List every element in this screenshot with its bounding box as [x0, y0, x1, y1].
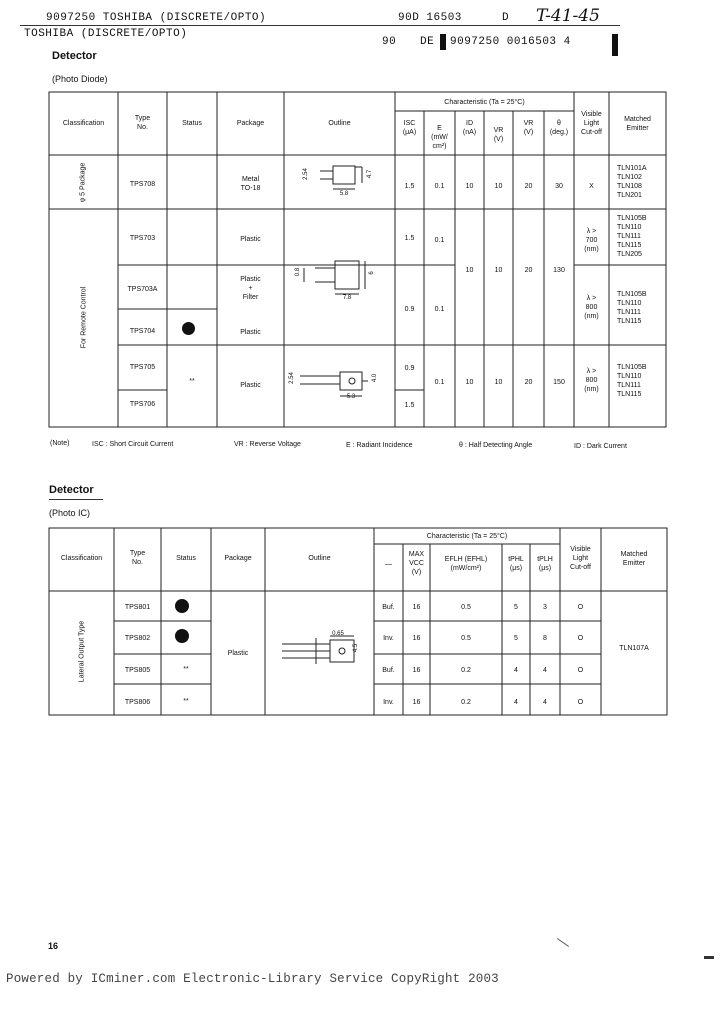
header-doc-number: 90D 16503	[398, 12, 462, 24]
o2-dim-a: 0.8	[295, 267, 301, 277]
note-vr: VR : Reverse Voltage	[234, 441, 301, 448]
t2-header-status: Status	[176, 555, 196, 562]
t1-header-outline: Outline	[328, 120, 351, 127]
t1-header-visible-light: Visible Light Cut-off	[581, 111, 602, 136]
t2-r3-type: TPS805	[124, 667, 151, 674]
t1-r1-type: TPS708	[129, 181, 156, 188]
t2-r2-vcc: 16	[412, 635, 421, 642]
t2-header-matched-emitter: Matched Emitter	[620, 551, 648, 567]
t1-r2-e: 0.1	[434, 237, 445, 244]
t2-r2-eflh: 0.5	[461, 635, 471, 642]
t1-header-vr2: VR (V)	[523, 120, 534, 136]
t2-r1-eflh: 0.5	[461, 604, 471, 611]
t1-r1-package: Metal TO-18	[240, 176, 261, 192]
t2-r2-tplh: 8	[543, 635, 547, 642]
note-id: ID : Dark Current	[574, 443, 627, 450]
note-isc: ISC : Short Circuit Current	[92, 441, 174, 448]
t1-r2-cutoff: λ > 700 (nm)	[584, 228, 599, 253]
t2-header-max-vcc: MAX VCC (V)	[408, 551, 425, 576]
t2-header-visible-light: Visible Light Cut-off	[570, 546, 591, 571]
t1-r2-isc: 1.5	[404, 235, 415, 242]
t1-r4-status-badge	[182, 322, 195, 335]
t2-r3-tplh: 4	[543, 667, 547, 674]
t2-r1-out: Buf.	[382, 604, 395, 611]
t2-package: Plastic	[227, 650, 249, 657]
table2-title: Detector	[49, 484, 94, 496]
t1-r5-emitter: TLN105B TLN110 TLN111 TLN115	[617, 364, 647, 398]
t1-r1-vr2: 20	[524, 183, 533, 190]
t1-r6-type: TPS706	[129, 401, 156, 408]
t2-r1-status-badge	[175, 599, 189, 613]
o3-dim-c: 5.3	[346, 394, 356, 400]
t1-header-characteristic: Characteristic (Ta = 25°C)	[444, 99, 525, 106]
t1-r3-isc: 0.9	[404, 306, 415, 313]
o1-dim-b: 4.7	[367, 169, 373, 179]
t2-r1-cutoff: O	[577, 604, 584, 611]
t1-r5-type: TPS705	[129, 364, 156, 371]
handwritten-note: T-41-45	[536, 6, 600, 26]
t2-header-eflh: EFLH (EFHL) (mW/cm²)	[444, 556, 488, 572]
scan-mark	[557, 938, 569, 947]
t2-r3-cutoff: O	[577, 667, 584, 674]
header-line2-brand: TOSHIBA (DISCRETE/OPTO)	[24, 28, 188, 40]
t1-r4-package: Plastic	[240, 329, 261, 336]
t1-header-isc: ISC (μA)	[402, 120, 417, 136]
t1-group-phi5: φ 5 Package	[79, 162, 87, 203]
t2-header-package: Package	[224, 555, 252, 562]
t2-header-classification: Classification	[60, 555, 103, 562]
o1-dim-c: 5.8	[339, 191, 349, 197]
header-d: D	[502, 12, 510, 24]
t2-r4-type: TPS806	[124, 699, 151, 706]
t1-shared-vr1: 10	[494, 267, 503, 274]
t1-r5-package: Plastic	[240, 382, 261, 389]
t2-r4-out: Inv.	[383, 699, 394, 706]
t1-header-status: Status	[182, 120, 202, 127]
table2-title-underline	[49, 499, 103, 500]
t1-r5-isc: 0.9	[404, 365, 415, 372]
t1-r3-emitter: TLN105B TLN110 TLN111 TLN115	[617, 291, 647, 325]
t2-r2-cutoff: O	[577, 635, 584, 642]
o2-dim-b: 7.8	[342, 295, 352, 301]
t1-header-matched-emitter: Matched Emitter	[624, 116, 651, 132]
t1-group-remote: For Remote Control	[80, 286, 88, 349]
note-theta: θ : Half Detecting Angle	[459, 442, 533, 449]
t1-header-vr1: VR (V)	[493, 127, 504, 143]
t1-r1-e: 0.1	[434, 183, 445, 190]
o3-dim-b: 4.0	[372, 373, 378, 383]
t1-r1-cutoff: X	[589, 183, 594, 190]
t2-r2-status-badge	[175, 629, 189, 643]
t2-r4-vcc: 16	[412, 699, 421, 706]
t1-r5-e: 0.1	[434, 379, 445, 386]
page-number: 16	[48, 941, 59, 951]
t1-r3-cutoff: λ > 800 (nm)	[584, 295, 599, 320]
t1-r2-emitter: TLN105B TLN110 TLN111 TLN115 TLN205	[617, 215, 647, 258]
t2-r4-eflh: 0.2	[461, 699, 471, 706]
t2-r4-tphl: 4	[514, 699, 518, 706]
t2-r4-cutoff: O	[577, 699, 584, 706]
t1-r4-type: TPS704	[129, 328, 156, 335]
copyright-footer: Powered by ICminer.com Electronic-Library Service CopyRight 2003	[6, 972, 499, 986]
t1-r5-vr2: 20	[524, 379, 533, 386]
t1-header-theta: θ (deg.)	[549, 120, 569, 136]
t1-r5-id: 10	[465, 379, 474, 386]
t1-header-package: Package	[236, 120, 265, 127]
t2-r3-out: Buf.	[382, 667, 395, 674]
t1-r5-theta: 150	[553, 379, 565, 386]
t1-shared-theta: 130	[553, 267, 565, 274]
t1-r1-vr1: 10	[494, 183, 503, 190]
header-line1-code: 9097250 TOSHIBA (DISCRETE/OPTO)	[46, 12, 267, 24]
t2-outline-dim-a: 0.65	[332, 631, 344, 637]
note-e: E : Radiant Incidence	[346, 442, 413, 449]
o2-dim-c: 6	[369, 271, 375, 275]
t1-header-id: ID (nA)	[462, 120, 477, 136]
t2-r1-type: TPS801	[124, 604, 151, 611]
o1-dim-a: 2.54	[303, 168, 309, 180]
t2-header-dash: —	[385, 561, 392, 568]
t1-header-e: E (mW/ cm²)	[431, 125, 448, 150]
t2-group-lateral: Lateral Output Type	[78, 620, 86, 683]
t1-r1-isc: 1.5	[404, 183, 415, 190]
t2-r4-tplh: 4	[543, 699, 547, 706]
t1-header-type-no: Type No.	[134, 115, 151, 131]
t2-r4-status: **	[183, 698, 189, 705]
table1-title: Detector	[52, 50, 97, 62]
t2-r1-tplh: 3	[543, 604, 547, 611]
t2-r2-type: TPS802	[124, 635, 151, 642]
outline-to18	[320, 166, 362, 189]
t1-r5-cutoff: λ > 800 (nm)	[584, 368, 599, 393]
scan-mark-2	[704, 956, 714, 959]
t1-r1-theta: 30	[555, 183, 563, 190]
table1-subtitle: (Photo Diode)	[52, 74, 108, 84]
outline-plastic-703	[304, 261, 365, 294]
t2-r2-out: Inv.	[383, 635, 394, 642]
t1-header-classification: Classification	[62, 120, 105, 127]
o3-dim-a: 2.54	[289, 372, 295, 384]
t2-r3-status: **	[183, 666, 189, 673]
outline-photo-ic	[282, 636, 354, 664]
t2-outline-dim-b: 4.5	[353, 643, 359, 653]
t1-r3-type: TPS703A	[127, 286, 158, 293]
t2-r1-tphl: 5	[514, 604, 518, 611]
note-label: (Note)	[50, 440, 70, 447]
t2-header-type-no: Type No.	[129, 550, 146, 566]
t2-r3-vcc: 16	[412, 667, 421, 674]
t1-r5-status: **	[189, 378, 195, 385]
t1-r1-emitter: TLN101A TLN102 TLN108 TLN201	[617, 165, 647, 199]
t2-emitter: TLN107A	[619, 645, 649, 652]
t1-shared-id: 10	[465, 267, 474, 274]
header-de: DE	[420, 36, 435, 48]
t2-r1-vcc: 16	[412, 604, 421, 611]
header-part-number: 9097250 0016503 4	[450, 36, 571, 48]
t1-r3-e: 0.1	[434, 306, 445, 313]
t2-r2-tphl: 5	[514, 635, 518, 642]
t1-shared-vr2: 20	[524, 267, 533, 274]
t1-r1-id: 10	[465, 183, 474, 190]
t1-r5-vr1: 10	[494, 379, 503, 386]
t2-header-outline: Outline	[308, 555, 331, 562]
t2-header-tplh: tPLH (μs)	[537, 556, 553, 572]
table2-subtitle: (Photo IC)	[49, 508, 91, 518]
t1-r3-package: Plastic + Filter	[240, 276, 261, 301]
t2-header-tphl: tPHL (μs)	[508, 556, 524, 572]
t2-header-characteristic: Characteristic (Ta = 25°C)	[426, 533, 508, 540]
t2-r3-eflh: 0.2	[461, 667, 471, 674]
t1-r2-package: Plastic	[240, 236, 261, 243]
t2-r3-tphl: 4	[514, 667, 518, 674]
t1-r2-type: TPS703	[129, 235, 156, 242]
header-code-90: 90	[382, 36, 397, 48]
t1-r6-isc: 1.5	[404, 402, 415, 409]
